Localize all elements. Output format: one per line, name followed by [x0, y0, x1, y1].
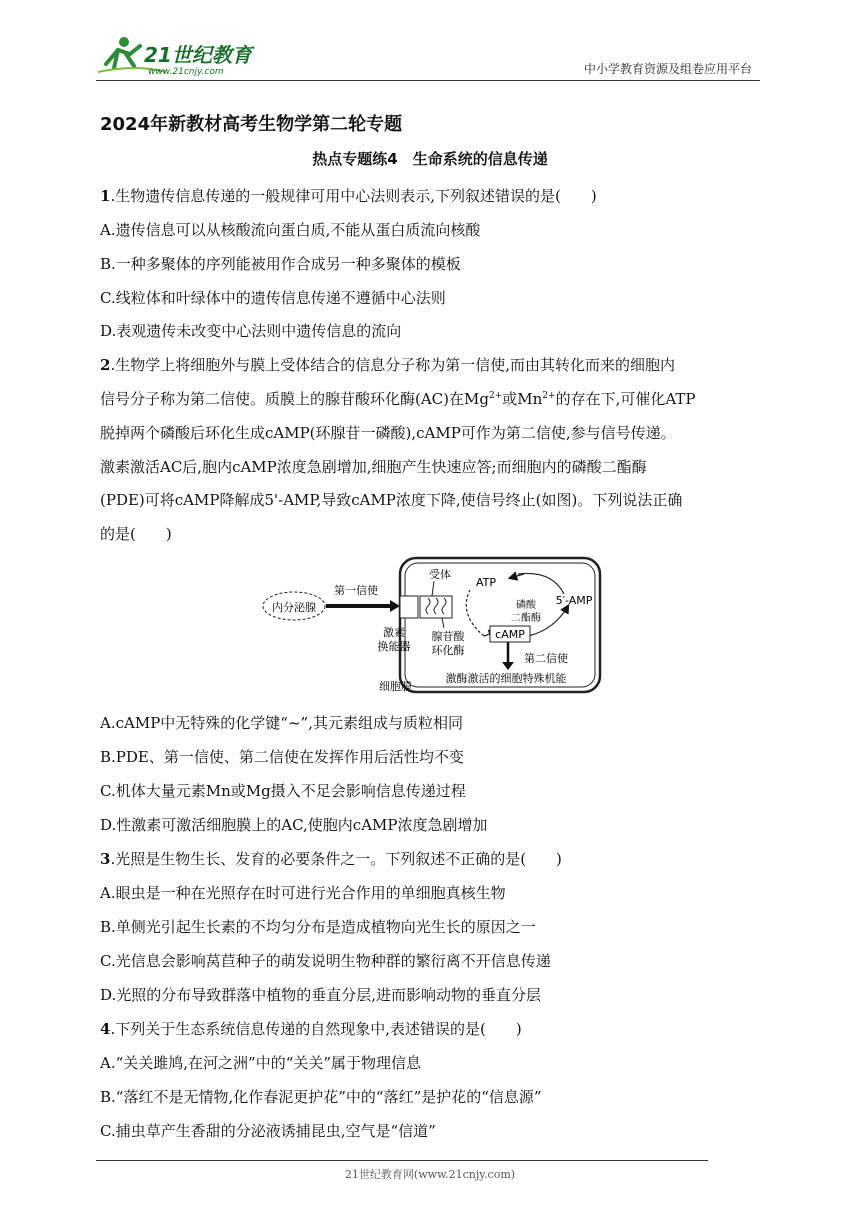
- q4-option-b: B.“落红不是无情物,化作春泥更护花”中的“落红”是护花的“信息源”: [100, 1088, 542, 1106]
- q3-stem: [100, 849, 562, 869]
- endocrine-gland-label: 内分泌腺: [272, 601, 316, 614]
- q3-option-d: D.光照的分布导致群落中植物的垂直分层,进而影响动物的垂直分层: [100, 986, 542, 1004]
- q2-text-2a: 信号分子称为第二信使。质膜上的腺苷酸环化酶(AC)在Mg: [100, 390, 489, 408]
- logo-url-text: www.21cnjy.com: [148, 67, 224, 77]
- page-header: [96, 34, 760, 80]
- page-footer: 21世纪教育网(www.21cnjy.com): [344, 1168, 516, 1181]
- membrane-label: 细胞膜: [379, 680, 412, 693]
- q2-sup-mg: 2+: [488, 391, 503, 401]
- receptor-label: 受体: [429, 568, 451, 581]
- atp-label: ATP: [475, 576, 497, 589]
- q2-stem-line-5: (PDE)可将cAMP降解成5'-AMP,导致cAMP浓度下降,使信号终止(如图)。下列说法正确: [100, 491, 683, 509]
- q2-stem-line-4: 激素激活AC后,胞内cAMP浓度急剧增加,细胞产生快速应答;而细胞内的磷酸二酯酶: [100, 458, 647, 476]
- q3-option-b: B.单侧光引起生长素的不均匀分布是造成植物向光生长的原因之一: [100, 918, 536, 936]
- q2-sup-mn: 2+: [542, 391, 556, 401]
- q2-number: 2: [100, 356, 111, 374]
- footer-divider: [96, 1160, 708, 1161]
- q4-stem-text: .下列关于生态系统信息传递的自然现象中,表述错误的是( ): [110, 1020, 522, 1038]
- q1-stem: [100, 186, 597, 206]
- receptor-box: [420, 596, 452, 618]
- header-divider: [96, 80, 760, 81]
- kinase-function-label: 激酶激活的细胞特殊机能: [445, 672, 567, 685]
- hormone-label: 激素: [383, 626, 405, 639]
- q1-stem-text: .生物遗传信息传递的一般规律可用中心法则表示,下列叙述错误的是( ): [110, 187, 597, 205]
- document-title: 2024年新教材高考生物学第二轮专题: [100, 114, 403, 135]
- header-platform-text: 中小学教育资源及组卷应用平台: [583, 62, 752, 76]
- atp-to-camp-path: [466, 590, 484, 636]
- transducer-box: [400, 596, 418, 618]
- q4-number: 4: [100, 1020, 111, 1038]
- q2-option-a: A.cAMP中无特殊的化学键“~”,其元素组成与质粒相同: [100, 714, 463, 732]
- first-messenger-label: 第一信使: [334, 584, 378, 597]
- adenylate-cyclase-label-1: 腺苷酸: [431, 630, 465, 643]
- first-messenger-arrow: [326, 600, 400, 612]
- amp-to-atp-path: [518, 573, 564, 594]
- site-logo: [96, 34, 266, 78]
- pde-label-2: 二酯酶: [511, 613, 541, 624]
- adenylate-cyclase-label-2: 环化酶: [431, 644, 465, 657]
- transducer-label: 换能器: [377, 640, 411, 653]
- q3-option-a: A.眼虫是一种在光照存在时可进行光合作用的单细胞真核生物: [100, 884, 506, 902]
- section-title: 热点专题练4 生命系统的信息传递: [312, 150, 548, 168]
- q2-stem-line-1: [100, 355, 675, 375]
- q4-stem: [100, 1019, 522, 1039]
- q2-stem-text-1: .生物学上将细胞外与膜上受体结合的信息分子称为第一信使,而由其转化而来的细胞内: [110, 356, 675, 374]
- q3-stem-text: .光照是生物生长、发育的必要条件之一。下列叙述不正确的是( ): [110, 850, 562, 868]
- camp-signaling-figure: [262, 556, 602, 696]
- q3-option-c: C.光信息会影响莴苣种子的萌发说明生物种群的繁衍离不开信息传递: [100, 952, 551, 970]
- logo-text: 21世纪教育: [144, 43, 252, 67]
- q4-option-c: C.捕虫草产生香甜的分泌液诱捕昆虫,空气是“信道”: [100, 1122, 436, 1140]
- q2-text-2c: 的存在下,可催化ATP: [555, 390, 696, 408]
- q1-number: 1: [100, 187, 111, 205]
- q2-option-b: B.PDE、第一信使、第二信使在发挥作用后活性均不变: [100, 748, 464, 766]
- q3-number: 3: [100, 850, 111, 868]
- q2-stem-line-3: 脱掉两个磷酸后环化生成cAMP(环腺苷一磷酸),cAMP可作为第二信使,参与信号传递。: [100, 424, 676, 442]
- q1-option-d: D.表观遗传未改变中心法则中遗传信息的流向: [100, 322, 402, 340]
- q1-option-c: C.线粒体和叶绿体中的遗传信息传递不遵循中心法则: [100, 289, 446, 307]
- q2-option-d: D.性激素可激活细胞膜上的AC,使胞内cAMP浓度急剧增加: [100, 816, 488, 834]
- q2-stem-line-6: 的是( ): [100, 525, 172, 543]
- q2-text-2b: 或Mn: [502, 390, 543, 408]
- second-messenger-label: 第二信使: [524, 652, 568, 665]
- q2-option-c: C.机体大量元素Mn或Mg摄入不足会影响信息传递过程: [100, 782, 466, 800]
- camp-label: cAMP: [495, 628, 525, 641]
- q4-option-a: A.“关关雎鸠,在河之洲”中的“关关”属于物理信息: [100, 1054, 422, 1072]
- pde-label-1: 磷酸: [516, 600, 536, 611]
- amp-label: 5′-AMP: [555, 594, 593, 607]
- q2-stem-line-2: [100, 389, 695, 409]
- q1-option-b: B.一种多聚体的序列能被用作合成另一种多聚体的模板: [100, 255, 461, 273]
- q1-option-a: A.遗传信息可以从核酸流向蛋白质,不能从蛋白质流向核酸: [100, 221, 481, 239]
